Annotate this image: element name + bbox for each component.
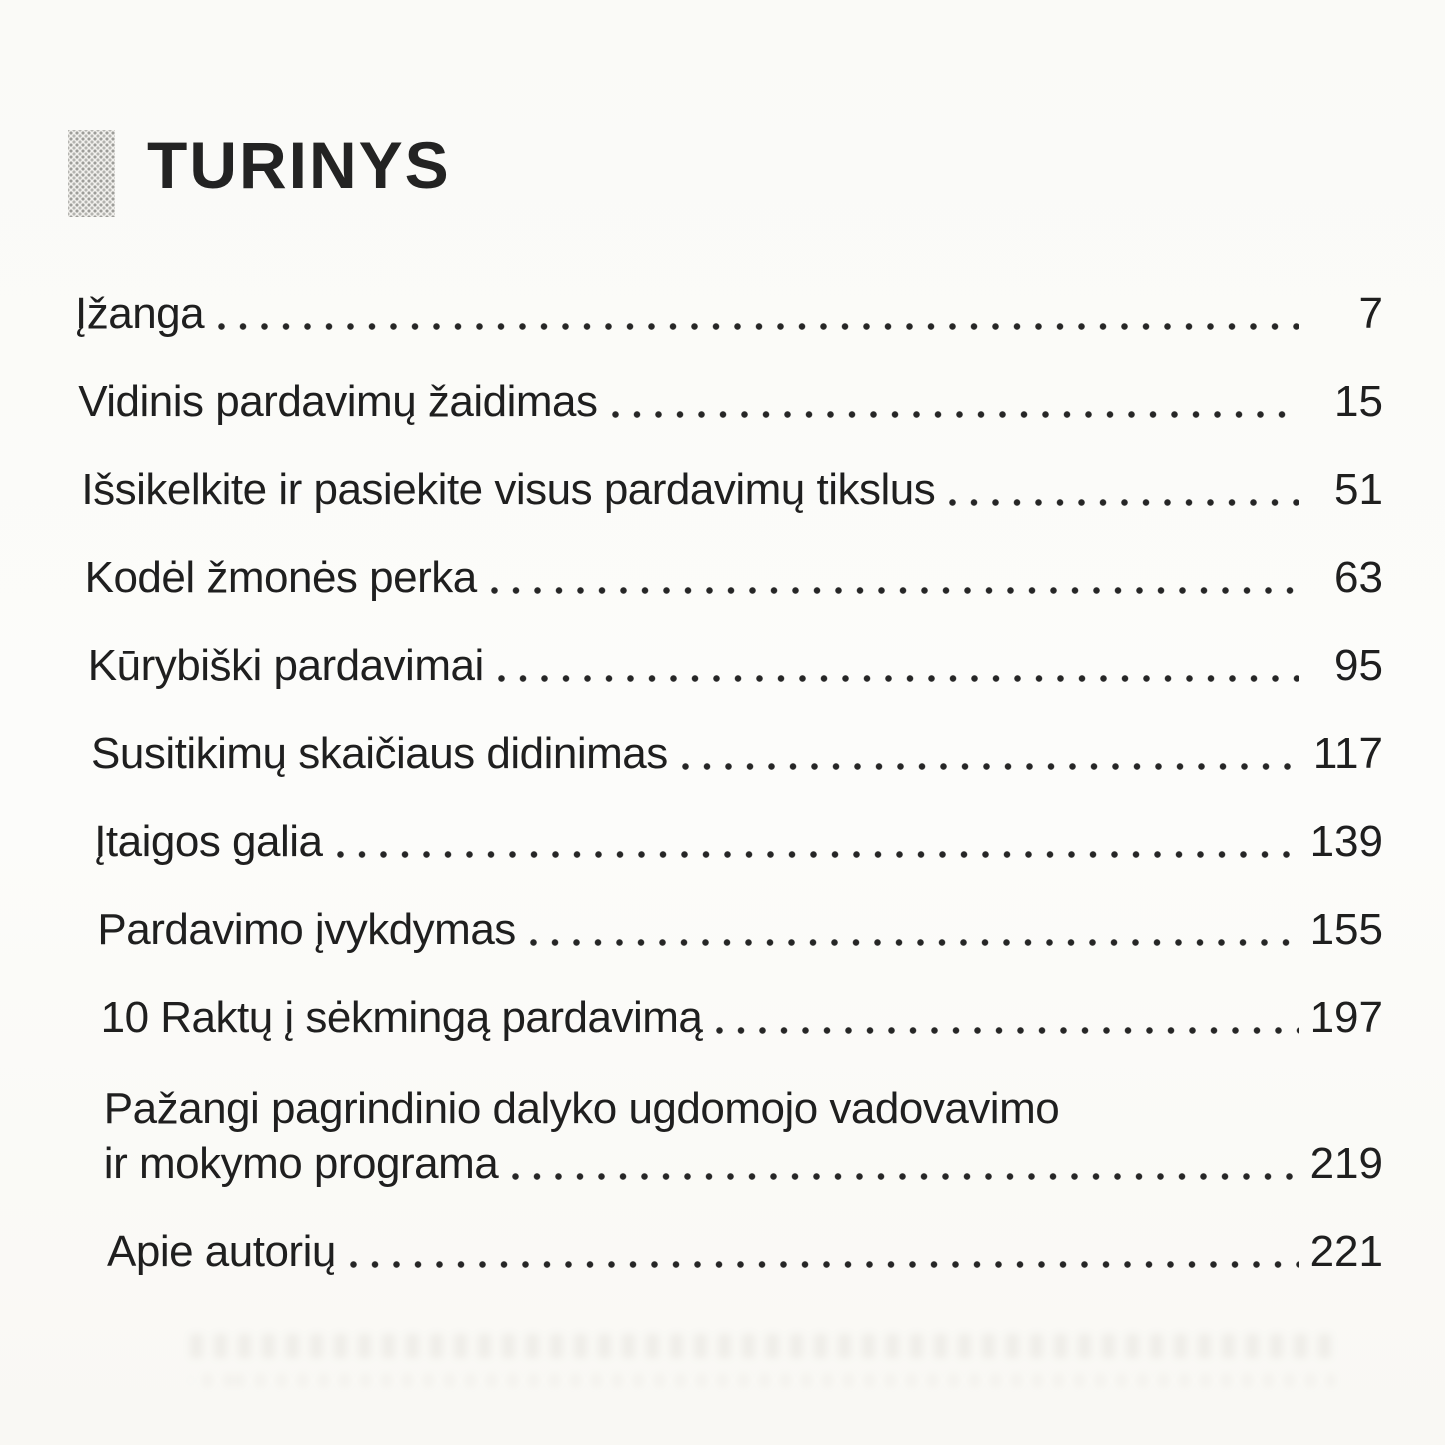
table-of-contents [0,288,1383,1314]
toc-entry [78,376,1383,428]
toc-entry-title: Kodėl žmonės perka [84,553,477,602]
dot-leader [716,1024,1299,1037]
toc-header [68,127,451,217]
toc-entry [81,464,1383,516]
toc-entry-title-line2: ir mokymo programa [103,1139,499,1188]
toc-entry [91,728,1383,780]
dot-leader [682,760,1299,773]
toc-entry-page: 197 [1309,993,1383,1042]
page-title: TURINYS [147,128,451,202]
toc-entry-title: Susitikimų skaičiaus didinimas [91,729,668,778]
toc-entry-page: 221 [1309,1227,1383,1276]
dot-leader [337,848,1299,861]
toc-entry [97,904,1383,956]
toc-entry-page: 15 [1334,377,1383,426]
toc-entry-page: 7 [1358,289,1383,338]
reverse-page-bleed-through [190,1328,1335,1402]
toc-entry [75,288,1383,340]
toc-entry-title: Įtaigos galia [94,817,323,866]
toc-entry [88,640,1383,692]
toc-entry-title-line1: Pažangi pagrindinio dalyko ugdomojo vadovavimo [103,1084,1060,1133]
dot-leader [491,584,1299,597]
toc-entry [94,816,1383,868]
toc-entry [101,992,1383,1044]
toc-entry-page: 51 [1334,465,1383,514]
toc-entry-title: 10 Raktų į sėkmingą pardavimą [100,993,703,1042]
toc-entry-title: Vidinis pardavimų žaidimas [78,377,598,426]
toc-entry [104,1080,1383,1190]
dot-leader [612,408,1299,421]
dot-leader [218,320,1299,333]
toc-entry-page: 117 [1312,729,1383,778]
toc-entry-page: 139 [1309,817,1383,866]
toc-entry-title: Pardavimo įvykdymas [97,905,516,954]
toc-entry-title: Įžanga [75,289,205,338]
dot-leader [530,936,1299,949]
toc-entry-page: 155 [1309,905,1383,954]
toc-entry [85,552,1383,604]
toc-entry-title: Apie autorių [107,1227,336,1276]
dot-leader [498,672,1299,685]
toc-entry [107,1226,1383,1278]
dot-leader [949,496,1299,509]
dot-leader [512,1170,1299,1183]
toc-entry-title: Išsikelkite ir pasiekite visus pardavimų tikslus [81,465,936,514]
toc-entry-page: 95 [1334,641,1383,690]
halftone-decoration-block [68,130,115,217]
toc-entry-title: Kūrybiški pardavimai [87,641,484,690]
toc-entry-page: 219 [1309,1139,1383,1188]
dot-leader [350,1258,1299,1271]
toc-entry-page: 63 [1334,553,1383,602]
